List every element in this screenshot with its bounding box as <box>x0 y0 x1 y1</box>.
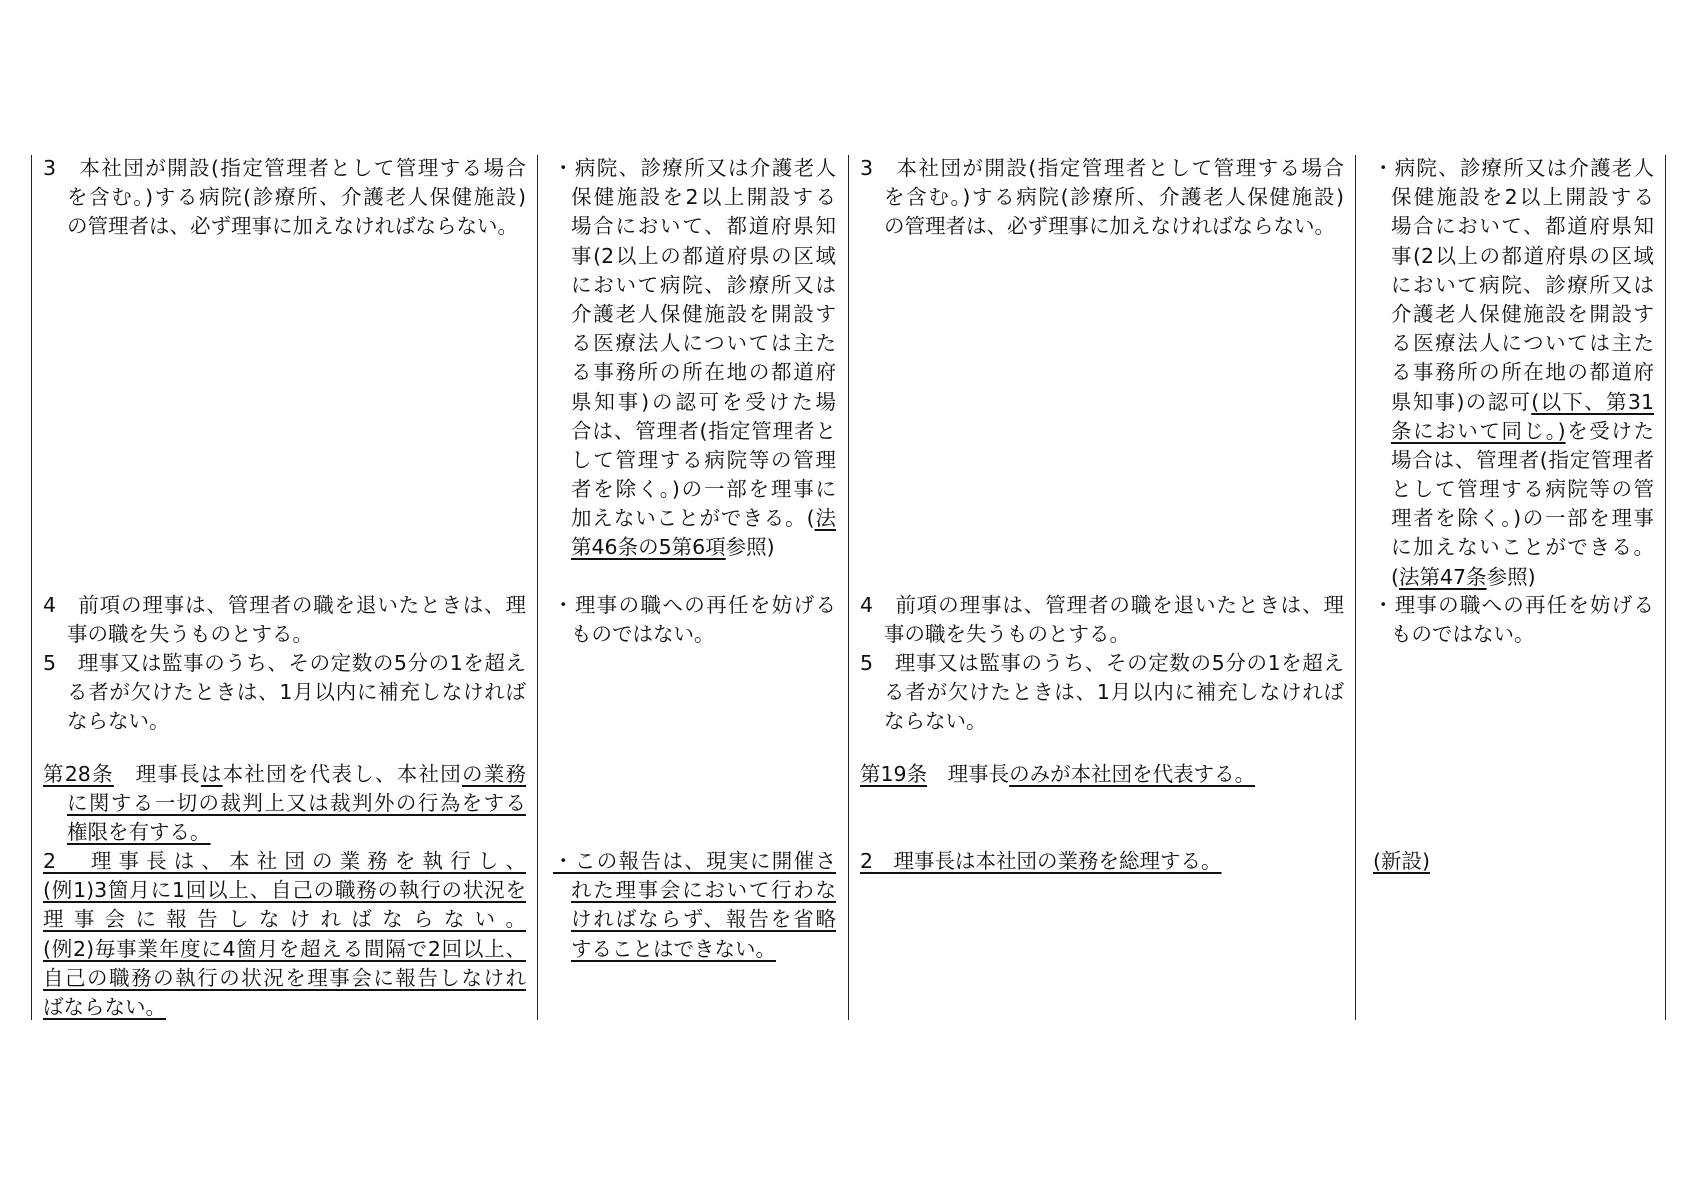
paragraph <box>1373 847 1654 876</box>
text-line <box>1391 446 1654 475</box>
text-segment: を含む。)する病院(診療所、介護老人保健施設) <box>67 185 526 210</box>
text-segment: ・病院、診療所又は介護老人 <box>1373 156 1654 180</box>
paragraph <box>553 591 836 649</box>
paragraph <box>43 847 526 1022</box>
underlined-text: ・この報告は、現実に開催さ <box>553 849 836 873</box>
underlined-text: れた理事会において行わな <box>571 878 836 903</box>
underlined-text: の業務 <box>462 762 527 786</box>
text-segment: 3 本社団が開設(指定管理者として管理する場合 <box>860 156 1344 180</box>
text-segment: 3 本社団が開設(指定管理者として管理する場合 <box>43 156 526 180</box>
paragraph <box>860 847 1344 876</box>
underlined-text: することはできない。 <box>571 936 776 961</box>
text-segment: ・理事の職への再任を妨げる <box>553 593 836 617</box>
text-line <box>1391 183 1654 212</box>
text-line <box>571 417 836 446</box>
underlined-text: 2 理事長は、本社団の業務を執行し、 <box>43 849 526 873</box>
paragraph <box>553 847 836 964</box>
text-line <box>884 620 1344 649</box>
underlined-text: に関する一切の裁判上又は裁判外の行為をする <box>67 791 526 816</box>
text-line <box>43 591 526 620</box>
paragraph <box>43 649 526 737</box>
table-border-right <box>1665 155 1666 1020</box>
paragraph <box>1373 591 1654 649</box>
text-line <box>571 876 836 905</box>
text-segment: 事の職を失うものとする。 <box>67 622 313 647</box>
text-line <box>571 935 836 964</box>
text-line <box>571 242 836 271</box>
text-segment: 参照) <box>725 535 775 560</box>
underlined-text: (新設) <box>1373 849 1430 873</box>
text-segment: 場合において、都道府県知 <box>1391 214 1654 239</box>
text-line <box>571 533 836 562</box>
text-segment: る事務所の所在地の都道府 <box>1391 360 1654 385</box>
table-border-left <box>31 155 32 1020</box>
text-line <box>860 154 1344 183</box>
text-segment: る医療法人については主た <box>1391 331 1654 356</box>
text-line <box>571 300 836 329</box>
text-line <box>571 475 836 504</box>
text-line <box>571 183 836 212</box>
text-line <box>43 935 526 964</box>
underlined-text: 2 理事長は本社団の業務を総理する。 <box>860 849 1222 873</box>
text-segment: 合は、管理者(指定管理者と <box>571 418 836 443</box>
text-segment: ・理事の職への再任を妨げる <box>1373 593 1654 617</box>
underlined-text: 自己の職務の執行の状況を理事会に報告しなけれ <box>43 965 526 990</box>
text-segment: る事務所の所在地の都道府 <box>571 360 836 385</box>
text-line <box>571 504 836 533</box>
text-line <box>1373 847 1654 876</box>
text-line <box>571 446 836 475</box>
text-segment: ならない。 <box>884 709 987 734</box>
underlined-text: は <box>200 762 223 786</box>
text-segment: 5 理事又は監事のうち、その定数の5分の1を超え <box>860 651 1344 675</box>
text-segment: 理事長 <box>927 762 1010 786</box>
text-line <box>67 818 526 847</box>
text-line <box>884 678 1344 707</box>
text-segment: ならない。 <box>67 709 170 734</box>
text-line <box>1373 154 1654 183</box>
text-line <box>571 358 836 387</box>
text-line <box>884 212 1344 241</box>
text-line <box>43 964 526 993</box>
text-segment: の管理者は、必ず理事に加えなければならない。 <box>67 214 518 239</box>
underlined-text: 権限を有する。 <box>67 820 211 845</box>
text-segment: において病院、診療所又は <box>1391 272 1654 297</box>
text-line <box>860 760 1344 789</box>
text-line <box>553 847 836 876</box>
underlined-text: のみが本社団を代表する。 <box>1009 762 1256 786</box>
text-segment: 加えないことができる。( <box>571 506 815 531</box>
text-line <box>1391 329 1654 358</box>
text-segment: において病院、診療所又は <box>571 272 836 297</box>
paragraph <box>43 154 526 242</box>
text-line <box>1391 533 1654 562</box>
text-segment: ものではない。 <box>1391 622 1535 647</box>
column-divider <box>1355 155 1356 1020</box>
paragraph <box>860 591 1344 649</box>
text-line <box>1391 417 1654 446</box>
text-segment: 事(2以上の都道府県の区域 <box>571 243 836 268</box>
text-segment: ものではない。 <box>571 622 715 647</box>
text-segment: 本社団を代表し、本社団 <box>222 762 462 786</box>
underlined-text: (例1)3箇月に1回以上、自己の職務の執行の状況を <box>43 878 526 903</box>
text-line <box>1391 242 1654 271</box>
text-line <box>884 183 1344 212</box>
text-line <box>1391 475 1654 504</box>
text-line <box>553 154 836 183</box>
text-line <box>43 876 526 905</box>
text-segment: 理事長 <box>113 762 201 786</box>
paragraph <box>860 154 1344 242</box>
underlined-text: 第28条 <box>43 762 114 786</box>
column-divider <box>537 155 538 1020</box>
text-line <box>43 993 526 1022</box>
text-segment: る医療法人については主た <box>571 331 836 356</box>
text-segment: 事の職を失うものとする。 <box>884 622 1130 647</box>
text-segment: を含む。)する病院(診療所、介護老人保健施設) <box>884 185 1344 210</box>
text-line <box>43 847 526 876</box>
text-segment: 場合は、管理者(指定管理者 <box>1391 447 1654 472</box>
underlined-text: 法第47条 <box>1399 564 1487 589</box>
text-line <box>884 707 1344 736</box>
text-line <box>860 649 1344 678</box>
underlined-text: (以下、第31 <box>1531 389 1654 414</box>
text-segment: ・病院、診療所又は介護老人 <box>553 156 836 180</box>
underlined-text: ければならず、報告を省略 <box>571 907 836 932</box>
text-line <box>67 678 526 707</box>
text-line <box>571 271 836 300</box>
text-line <box>1391 563 1654 592</box>
text-line <box>571 329 836 358</box>
text-segment: 介護老人保健施設を開設す <box>571 301 836 326</box>
text-line <box>67 620 526 649</box>
text-line <box>67 789 526 818</box>
text-segment: 事(2以上の都道府県の区域 <box>1391 243 1654 268</box>
underlined-text: 法 <box>814 506 837 531</box>
text-segment: を受けた <box>1565 418 1655 443</box>
text-segment: る者が欠けたときは、1月以内に補充しなければ <box>67 680 526 705</box>
text-line <box>571 620 836 649</box>
underlined-text: 第19条 <box>860 762 928 786</box>
text-line <box>571 212 836 241</box>
text-segment: 4 前項の理事は、管理者の職を退いたときは、理 <box>43 593 526 617</box>
underlined-text: 第46条の5第6項 <box>571 535 726 560</box>
text-line <box>1391 271 1654 300</box>
text-line <box>43 905 526 934</box>
text-segment: 4 前項の理事は、管理者の職を退いたときは、理 <box>860 593 1344 617</box>
text-segment: して管理する病院等の管理 <box>571 447 836 472</box>
text-segment: 理者を除く。)の一部を理事 <box>1391 506 1654 531</box>
paragraph <box>860 649 1344 737</box>
text-segment: る者が欠けたときは、1月以内に補充しなければ <box>884 680 1344 705</box>
text-line <box>1391 300 1654 329</box>
text-line <box>67 707 526 736</box>
text-segment: の管理者は、必ず理事に加えなければならない。 <box>884 214 1335 239</box>
text-line <box>860 591 1344 620</box>
paragraph <box>43 760 526 848</box>
text-segment: 保健施設を2以上開設する <box>571 185 836 210</box>
underlined-text: (例2)毎事業年度に4箇月を超える間隔で2回以上、 <box>43 936 526 961</box>
paragraph <box>43 591 526 649</box>
text-line <box>571 388 836 417</box>
text-segment: 者を除く。)の一部を理事に <box>571 477 836 502</box>
text-segment: 5 理事又は監事のうち、その定数の5分の1を超え <box>43 651 526 675</box>
underlined-text: 条において同じ。) <box>1391 418 1566 443</box>
text-segment: 介護老人保健施設を開設す <box>1391 301 1654 326</box>
paragraph <box>1373 154 1654 592</box>
text-segment: 県知事)の認可 <box>1391 389 1532 414</box>
text-segment: として管理する病院等の管 <box>1391 477 1654 502</box>
paragraph <box>553 154 836 563</box>
text-line <box>43 154 526 183</box>
text-segment: 県知事)の認可を受けた場 <box>571 389 836 414</box>
text-segment: 場合において、都道府県知 <box>571 214 836 239</box>
text-segment: に加えないことができる。 <box>1391 535 1654 560</box>
text-line <box>67 183 526 212</box>
text-line <box>1391 358 1654 387</box>
text-line <box>553 591 836 620</box>
text-segment: 参照) <box>1486 564 1536 589</box>
text-line <box>43 760 526 789</box>
text-line <box>67 212 526 241</box>
text-line <box>1391 504 1654 533</box>
text-line <box>43 649 526 678</box>
text-line <box>1391 388 1654 417</box>
text-line <box>1373 591 1654 620</box>
text-segment: ( <box>1391 564 1399 589</box>
underlined-text: ばならない。 <box>43 994 166 1019</box>
text-line <box>1391 212 1654 241</box>
text-line <box>860 847 1344 876</box>
text-line <box>571 905 836 934</box>
paragraph <box>860 760 1344 789</box>
text-segment: 保健施設を2以上開設する <box>1391 185 1654 210</box>
column-divider <box>848 155 849 1020</box>
underlined-text: 理事会に報告しなければならない。 <box>43 907 526 932</box>
text-line <box>1391 620 1654 649</box>
